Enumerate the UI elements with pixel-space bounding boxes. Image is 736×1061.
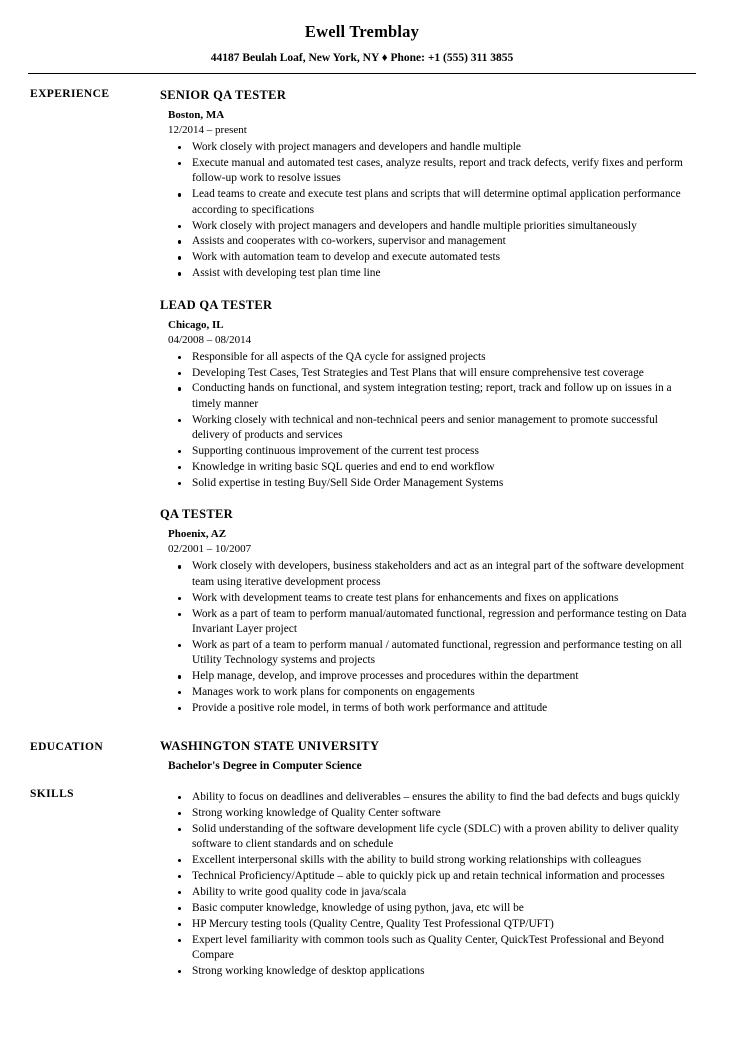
list-item: Basic computer knowledge, knowledge of using python, java, etc will be [178,901,696,916]
section-skills [28,786,696,980]
list-item: Developing Test Cases, Test Strategies and Test Plans that will ensure comprehensive test coverage [178,366,696,381]
job-dates: 02/2001 – 10/2007 [168,543,252,556]
list-item: Solid understanding of the software development life cycle (SDLC) with a proven ability to deliver quality software to client standards and on schedule [178,822,696,853]
list-item: Work as a part of team to perform manual/automated functional, regression and performance testing on Data Invariant Layer project [178,607,696,638]
contact-line: 44187 Beulah Loaf, New York, NY ♦ Phone: +1 (555) 311 3855 [210,52,514,64]
list-item: Responsible for all aspects of the QA cycle for assigned projects [178,350,696,365]
section-label-skills: SKILLS [30,787,74,800]
list-item: Ability to focus on deadlines and deliverables – ensures the ability to find the bad defects and bugs quickly [178,790,696,805]
list-item: Excellent interpersonal skills with the ability to build strong working relationships with colleagues [178,853,696,868]
list-item: Conducting hands on functional, and system integration testing; report, track and follow up on issues in a timely manner [178,381,696,412]
job-dates: 12/2014 – present [168,124,247,136]
skills-bullets [160,790,696,979]
list-item: Lead teams to create and execute test plans and scripts that will determine optimal application performance according to specifications [178,187,696,218]
section-education [28,739,696,772]
education-degree: Bachelor's Degree in Computer Science [168,759,362,772]
list-item: Work with automation team to develop and execute automated tests [178,250,696,265]
job-title: LEAD QA TESTER [160,297,273,312]
list-item: Strong working knowledge of desktop applications [178,964,696,979]
page-title: Ewell Tremblay [304,22,420,41]
section-label-education: EDUCATION [30,740,104,753]
job-bullets [160,559,696,716]
job-dates: 04/2008 – 08/2014 [168,333,252,346]
list-item: Expert level familiarity with common tools such as Quality Center, QuickTest Professional and Beyond Compare [178,933,696,964]
job-entry [160,298,696,492]
list-item: Work closely with developers, business stakeholders and act as an integral part of the software development team using iterative development process [178,559,696,590]
job-title: SENIOR QA TESTER [160,88,287,102]
list-item: Solid expertise in testing Buy/Sell Side Order Management Systems [178,476,696,491]
list-item: Work closely with project managers and developers and handle multiple priorities simultaneously [178,219,696,234]
list-item: Work with development teams to create test plans for enhancements and fixes on applications [178,591,696,606]
education-body [138,739,696,772]
list-item: Ability to write good quality code in java/scala [178,885,696,900]
job-location: Boston, MA [168,109,225,121]
list-item: Provide a positive role model, in terms of both work performance and attitude [178,701,696,716]
job-title: QA TESTER [160,507,233,522]
list-item: Execute manual and automated test cases, analyze results, report and track defects, verify fixes and perform follow-up work to resolve issues [178,156,696,187]
section-experience [28,86,696,717]
list-item: Work closely with project managers and developers and handle multiple [178,140,696,155]
list-item: Technical Proficiency/Aptitude – able to quickly pick up and retain technical information and processes [178,869,696,884]
list-item: Knowledge in writing basic SQL queries and end to end workflow [178,460,696,475]
list-item: HP Mercury testing tools (Quality Centre, Quality Test Professional QTP/UFT) [178,917,696,932]
job-bullets [160,350,696,492]
list-item: Working closely with technical and non-technical peers and senior management to promote successful delivery of products and services [178,413,696,444]
list-item: Help manage, develop, and improve processes and procedures within the department [178,669,696,684]
list-item: Assists and cooperates with co-workers, supervisor and management [178,234,696,249]
header-divider [28,73,696,74]
job-location: Chicago, IL [168,318,224,331]
list-item: Strong working knowledge of Quality Center software [178,806,696,821]
job-bullets [160,140,696,282]
list-item: Supporting continuous improvement of the current test process [178,444,696,459]
job-entry [160,507,696,716]
list-item: Work as part of a team to perform manual / automated functional, regression and performance testing on all Utility Technology systems and projects [178,638,696,669]
section-label-experience: EXPERIENCE [30,88,110,100]
experience-body [138,86,696,717]
job-entry [160,88,696,282]
education-school: WASHINGTON STATE UNIVERSITY [160,738,380,753]
skills-body [138,786,696,980]
job-location: Phoenix, AZ [168,528,227,541]
list-item: Manages work to work plans for components on engagements [178,685,696,700]
list-item: Assist with developing test plan time line [178,266,696,281]
